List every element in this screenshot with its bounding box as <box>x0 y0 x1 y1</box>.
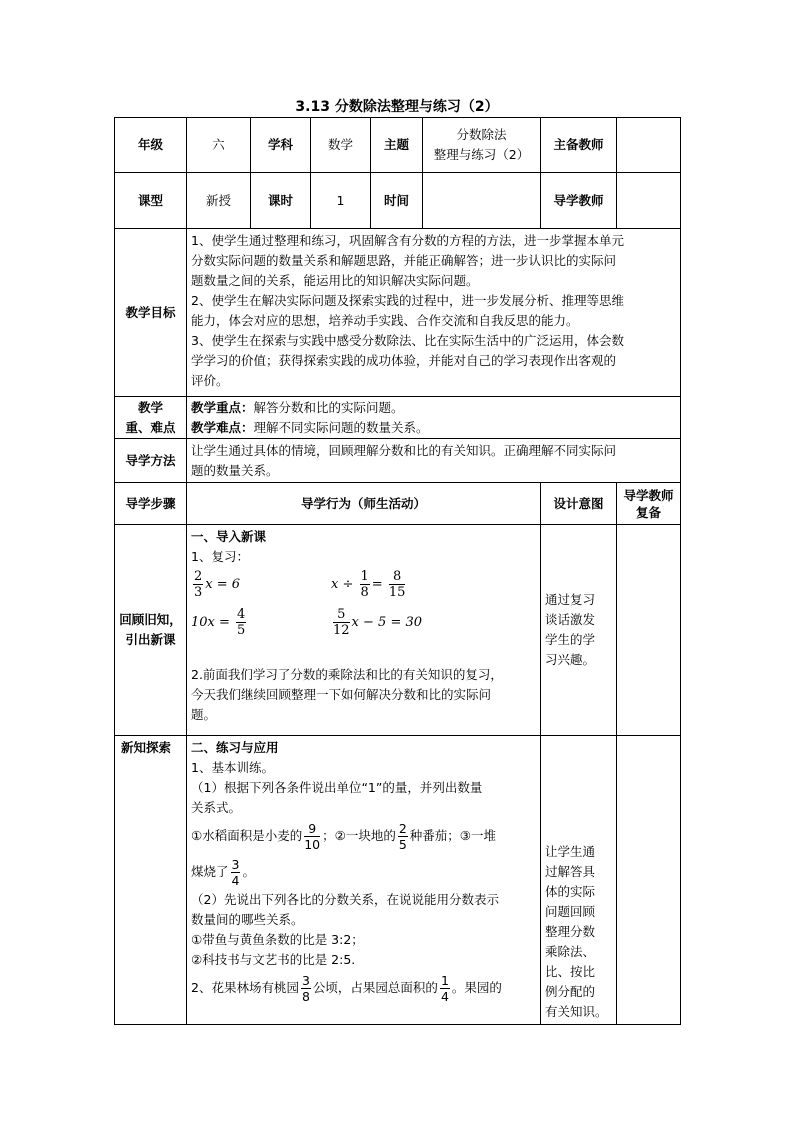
subject-value: 数学 <box>311 118 371 173</box>
section2-intent-line: 比、按比 <box>545 964 596 979</box>
key-point-text: 解答分数和比的实际问题。 <box>253 399 404 415</box>
section2-intent <box>541 736 617 1025</box>
lesson-type-label: 课型 <box>115 173 187 229</box>
q2-item: ①带鱼与黄鱼条数的比是 3:2； <box>191 932 364 947</box>
fraction <box>301 973 311 1004</box>
section2-intent-line: 问题回顾 <box>545 904 596 919</box>
key-point-line <box>191 398 676 418</box>
section1-content <box>187 525 541 736</box>
section1-sub: 1、复习： <box>191 549 249 564</box>
grade-label: 年级 <box>115 118 187 173</box>
fraction <box>440 973 450 1004</box>
topic-label: 主题 <box>371 118 423 173</box>
equation-1 <box>191 569 240 600</box>
section2-intent-line: 例分配的 <box>545 984 596 999</box>
period-label: 课时 <box>251 173 311 229</box>
q3-text2: 公顷，占果园总面积的 <box>312 980 438 995</box>
q1-line: （1）根据下列各条件说出单位“1”的量，并列出数量 <box>191 780 483 795</box>
section2-intent-line: 让学生通 <box>545 844 596 859</box>
equation-row <box>191 567 536 605</box>
fraction-denominator: 8 <box>360 585 369 600</box>
q2-item: ②科技书与文艺书的比是 2:5. <box>191 952 356 967</box>
time-label: 时间 <box>371 173 423 229</box>
q3-line <box>191 970 536 1006</box>
q3-text1: 2、花果林场有桃园 <box>191 980 299 995</box>
objectives-line: 评价。 <box>191 373 229 388</box>
lead-teacher-value <box>617 118 681 173</box>
fraction-denominator: 15 <box>388 585 406 600</box>
topic-value-line1: 分数除法 <box>456 127 507 142</box>
objectives-line: 题数量之间的关系，能运用比的知识解决实际问题。 <box>191 273 479 288</box>
section2-review <box>617 736 681 1025</box>
equation-row <box>191 605 536 643</box>
fraction-denominator: 12 <box>333 623 350 638</box>
fraction <box>236 607 246 638</box>
action-header-label: 导学行为（师生活动） <box>187 483 541 525</box>
lesson-type-value: 新授 <box>187 173 251 229</box>
section2-step-label: 新知探索 <box>115 736 187 1025</box>
key-points-label-line2: 重、难点 <box>125 419 176 435</box>
key-points-label <box>115 397 187 439</box>
fraction-numerator: 8 <box>389 569 406 585</box>
intent-header-label: 设计意图 <box>541 483 617 525</box>
section2-intent-line: 整理分数 <box>545 924 596 939</box>
section2-intent-line: 体的实际 <box>545 884 596 899</box>
objectives-label: 教学目标 <box>115 229 187 397</box>
objectives-line: 2、使学生在解决实际问题及探索实践的过程中，进一步发展分析、推理等思维 <box>191 293 624 308</box>
period-value: 1 <box>311 173 371 229</box>
section2-heading: 二、练习与应用 <box>191 740 279 755</box>
fraction-numerator: 9 <box>304 821 320 837</box>
document-title: 3.13 分数除法整理与练习（2） <box>295 99 499 115</box>
objectives-line: 能力，体会对应的思想，培养动手实践、合作交流和自我反思的能力。 <box>191 313 579 328</box>
fraction-numerator: 2 <box>398 821 407 836</box>
grade-value: 六 <box>187 118 251 173</box>
objectives-content <box>187 229 681 397</box>
fraction-numerator: 5 <box>333 607 350 623</box>
fraction-denominator: 8 <box>301 989 310 1004</box>
section1-heading: 一、导入新课 <box>191 529 267 544</box>
equation-3 <box>191 607 248 638</box>
section1-intent-line: 谈话激发 <box>545 612 596 627</box>
equation-3-left: 10x = <box>191 615 230 630</box>
fraction-numerator: 2 <box>194 569 203 584</box>
section1-review <box>617 525 681 736</box>
fraction <box>304 821 320 852</box>
q1-item-a-text: ①水稻面积是小麦的 <box>191 828 303 843</box>
difficult-point-line <box>191 418 676 438</box>
difficult-point-text: 理解不同实际问题的数量关系。 <box>253 419 429 435</box>
fraction-numerator: 1 <box>360 569 369 584</box>
topic-value-line2: 整理与练习（2） <box>433 147 530 162</box>
section1-intent-line: 学生的学 <box>545 632 596 647</box>
key-point-label: 教学重点： <box>191 399 254 415</box>
fraction <box>193 569 203 600</box>
step-header-label: 导学步骤 <box>115 483 187 525</box>
q1-items-line1 <box>191 818 536 854</box>
review-header-label: 导学教师复备 <box>617 483 681 525</box>
key-points-content <box>187 397 681 439</box>
objectives-line: 3、使学生在探索与实践中感受分数除法、比在实际生活中的广泛运用，体会数 <box>191 333 624 348</box>
section2-content <box>187 736 541 1025</box>
fraction-numerator: 3 <box>301 973 310 988</box>
section1-para-line: 今天我们继续回顾整理一下如何解决分数和比的实际问 <box>191 687 492 702</box>
objectives-line: 1、使学生通过整理和练习，巩固解含有分数的方程的方法，进一步掌握本单元 <box>191 233 624 248</box>
q1-item-d-text: 煤烧了 <box>191 864 229 879</box>
section1-step-line1: 回顾旧知， <box>119 612 182 627</box>
fraction-denominator: 5 <box>398 837 407 852</box>
section1-para-line: 题。 <box>191 707 217 722</box>
fraction <box>231 857 241 888</box>
fraction <box>333 607 350 638</box>
method-content <box>187 439 681 483</box>
method-line: 题的数量关系。 <box>191 462 279 478</box>
method-line: 让学生通过具体的情境，回顾理解分数和比的有关知识。正确理解不同实际问 <box>191 442 617 458</box>
time-value <box>423 173 541 229</box>
subject-label: 学科 <box>251 118 311 173</box>
lead-teacher-label: 主备教师 <box>541 118 617 173</box>
q2-line: （2）先说出下列各比的分数关系，在说说能用分数表示 <box>191 892 499 907</box>
fraction-denominator: 4 <box>231 873 240 888</box>
equation-2-equals: = <box>371 577 383 592</box>
fraction <box>389 569 406 600</box>
guide-teacher-label: 导学教师 <box>541 173 617 229</box>
equation-2-left: x ÷ <box>331 577 354 592</box>
method-label: 导学方法 <box>115 439 187 483</box>
section1-para-line: 2.前面我们学习了分数的乘除法和比的有关知识的复习， <box>191 667 503 682</box>
objectives-line: 分数实际问题的数量关系和解题思路，并能正确解答；进一步认识比的实际问 <box>191 253 617 268</box>
section2-intent-line: 乘除法、 <box>545 944 596 959</box>
difficult-point-label: 教学难点： <box>191 419 254 435</box>
fraction <box>398 821 408 852</box>
section1-intent-line: 习兴趣。 <box>545 652 596 667</box>
section2-intent-line: 有关知识。 <box>545 1004 608 1019</box>
key-points-label-line1: 教学 <box>137 399 163 415</box>
fraction-numerator: 3 <box>231 857 240 872</box>
q2-line: 数量间的哪些关系。 <box>191 912 304 927</box>
fraction-denominator: 3 <box>194 585 203 600</box>
section1-step-line2: 引出新课 <box>125 632 176 647</box>
fraction-denominator: 10 <box>304 837 321 852</box>
section1-step-label <box>115 525 187 736</box>
guide-teacher-value <box>617 173 681 229</box>
q1-item-b-text: ；②一块地的 <box>322 828 396 843</box>
q3-text3: 。果园的 <box>451 980 502 995</box>
section1-intent-line: 通过复习 <box>545 592 596 607</box>
objectives-line: 学学习的价值；获得探索实践的成功体验，并能对自己的学习表现作出客观的 <box>191 353 617 368</box>
q1-item-d-end: 。 <box>242 864 255 879</box>
equation-1-rest: x = 6 <box>205 577 241 592</box>
q1-items-line2 <box>191 854 536 890</box>
fraction-denominator: 5 <box>237 623 246 638</box>
fraction <box>360 569 370 600</box>
equation-2 <box>331 569 407 600</box>
equation-4 <box>331 607 422 638</box>
equation-4-rest: x − 5 = 30 <box>351 615 423 630</box>
lesson-plan-table <box>114 117 681 1025</box>
section2-intent-line: 过解答具 <box>545 864 596 879</box>
fraction-numerator: 1 <box>440 973 449 988</box>
section1-intent <box>541 525 617 736</box>
fraction-numerator: 4 <box>237 607 246 622</box>
fraction-denominator: 4 <box>440 989 449 1004</box>
section2-sub: 1、基本训练。 <box>191 760 274 775</box>
topic-value <box>423 118 541 173</box>
q1-line: 关系式。 <box>191 800 242 815</box>
q1-item-c-text: 种番茄；③一堆 <box>409 828 497 843</box>
